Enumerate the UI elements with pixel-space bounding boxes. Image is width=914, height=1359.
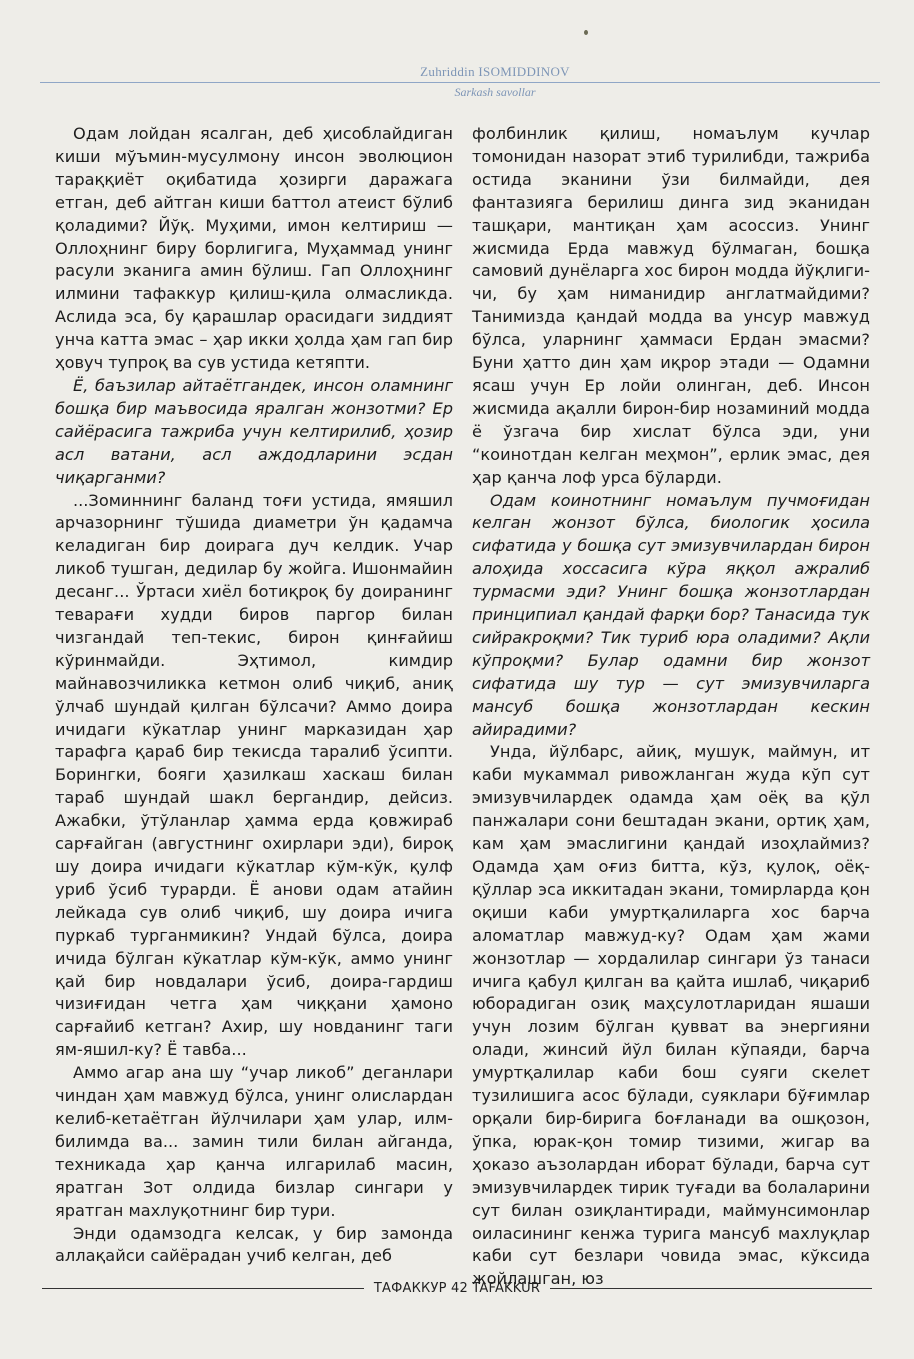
paragraph: Одам лойдан ясалган, деб ҳисоблайдиган киши мўъмин-мусулмону инсон эволюцион тараққиёт оқибатида ҳозирги даражага етган, деб айтган киши баттол атеист бўлиб қоладими? Йўқ. Муҳими, имон келтириш — Оллоҳнинг биру борлигига, Муҳаммад унинг расули эканига амин бўлиш. Гап Оллоҳнинг илмини тафаккур қилиш-қила олмасликда. Аслида эса, бу қарашлар орасидаги зиддият унча катта эмас – ҳар икки ҳолда ҳам гап бир ҳовуч тупроқ ва сув устида кетяпти. [55,124,453,373]
paragraph: Энди одамзодга келсак, у бир замонда аллақайси сайёрадан учиб келган, деб [55,1223,453,1266]
footer-page-label: ТАФАККУР 42 TAFAKKUR [373,1281,541,1296]
paragraph: ...Зоминнинг баланд тоғи устида, ямяшил арчазорнинг тўшида диаметри ўн қадамча келадиган бир доирага дуч келдик. Учар ликоб тушган, дедилар бу жойга. Ишонмайин десанг... Ўртаси хиёл ботиқроқ бу доиранинг теварағи худди биров паргор билан чизгандай теп-текис, бирон қинғайиш кўринмайди. Эҳтимол, кимдир майнавозчиликка кетмон олиб чиқиб, аниқ ўлчаб шундай қилган бўлсачи? Аммо доира ичидаги кўкатлар унинг марказидан ҳар тарафга қараб бир текисда таралиб ўсипти. Борингки, бояги ҳазилкаш хаскаш билан тараб шундай шакл бергандир, дейсиз. Ажабки, ўтўланлар ҳамма ерда қовжираб сарғайган (августнинг охирлари эди), бироқ шу доира ичидаги кўкатлар кўм-кўк, қулф уриб ўсиб турарди. Ё анови одам атайин лейкада сув олиб чиқиб, шу доира ичига пуркаб турганмикин? Ундай бўлса, доира ичида бўлган кўкатлар кўм-кўк, аммо унинг қай бир новдалари ўсиб, доира-гардиш чизиғидан четга ҳам чиққани ҳамоно сарғайиб кетган? Ахир, шу новданинг таги ям-яшил-ку? Ё тавба... [55,490,453,1060]
paragraph: Аммо агар ана шу “учар ликоб” деганлари чиндан ҳам мавжуд бўлса, унинг олислардан келиб-кетаётган йўлчилари ҳам улар, илм-билимда ва... замин тили билан айганда, техникада ҳар қанча илгарилаб масин, яратган Зот олдида бизлар сингари у яратган махлуқотнинг бир тури. [55,1063,453,1220]
page-footer [42,1281,872,1296]
paragraph: Унда, йўлбарс, айиқ, мушук, маймун, ит каби мукаммал ривожланган жуда кўп сут эмизувчилардек одамда ҳам оёқ ва қўл панжалари сони бештадан экани, ортиқ ҳам, кам ҳам эмаслигини қандай изоҳлаймиз? Одамда ҳам оғиз битта, кўз, қулоқ, оёқ-қўллар эса иккитадан экани, томирларда қон оқиши каби умуртқалиларга хос барча аломатлар мавжуд-ку? Одам ҳам жами жонзотлар — хордалилар сингари ўз танаси ичига қабул қилган ва қайта ишлаб, чиқариб юборадиган озиқ маҳсулотларидан яшаши учун лозим бўлган қувват ва энергияни олади, жинсий йўл билан кўпаяди, барча умуртқалилар каби бош суяги скелет тузилишига асос бўлади, суяклари бўғимлар орқали бир-бирига боғланади ва ошқозон, ўпка, юрак-қон томир тизими, жигар ва ҳоказо аъзолардан иборат бўлади, барча сут эмизувчилардек тирик туғади ва болаларини сут билан озиқлантиради, маймунсимонлар оиласининг кенжа турига мансуб махлуқлар каби сут безлари човида эмас, кўксида жойлашган, юз [472,742,870,1289]
right-column [472,123,870,1291]
footer-rule-left [42,1288,364,1289]
paragraph-italic: Ё, баъзилар айтаётгандек, инсон оламнинг бошқа бир маъвосида яралган жонзотми? Ер сайёрасига тажриба учун келтирилиб, ҳозир асл ватани, асл аждодларини эсдан чиқарганми? [55,375,453,487]
running-header [40,64,880,100]
left-column [55,123,453,1268]
header-rule [40,82,880,83]
header-author: Zuhriddin ISOMIDDINOV [420,64,570,79]
print-speck [584,30,588,35]
paragraph-italic: Одам коинотнинг номаълум пучмоғидан келган жонзот бўлса, биологик ҳосила сифатида у бошқа сут эмизувчилардан бирон алоҳида хоссасига кўра яққол ажралиб турмасми эди? Унинг бошқа жонзотлардан принципиал қандай фарқи бор? Танасида тук сийракроқми? Тик туриб юра оладими? Ақли кўпроқми? Булар одамни бир жонзот сифатида шу тур — сут эмизувчиларга мансуб бошқа жонзотлардан кескин айирадими? [472,490,870,739]
footer-rule-right [550,1288,872,1289]
header-subtitle: Sarkash savollar [454,85,536,99]
paragraph-continued: фолбинлик қилиш, номаълум кучлар томонидан назорат этиб турилибди, тажриба остида эканини ўзи билмайди, дея фантазияга берилиш динга зид эканидан ташқари, мантиқан ҳам асоссиз. Унинг жисмида Ерда мавжуд бўлмаган, бошқа самовий дунёларга хос бирон модда йўқлиги-чи, бу ҳам ниманидир англатмайдими? Танимизда қандай модда ва унсур мавжуд бўлса, уларнинг ҳаммаси Ердан эмасми? Буни ҳатто дин ҳам иқрор этади — Одамни ясаш учун Ер лойи олинган, деб. Инсон жисмида ақалли бирон-бир нозаминий модда ё ўзгача бир хислат бўлса эди, уни “коинотдан келган меҳмон”, ерлик эмас, дея ҳар қанча лоф урса бўларди. [472,124,870,487]
